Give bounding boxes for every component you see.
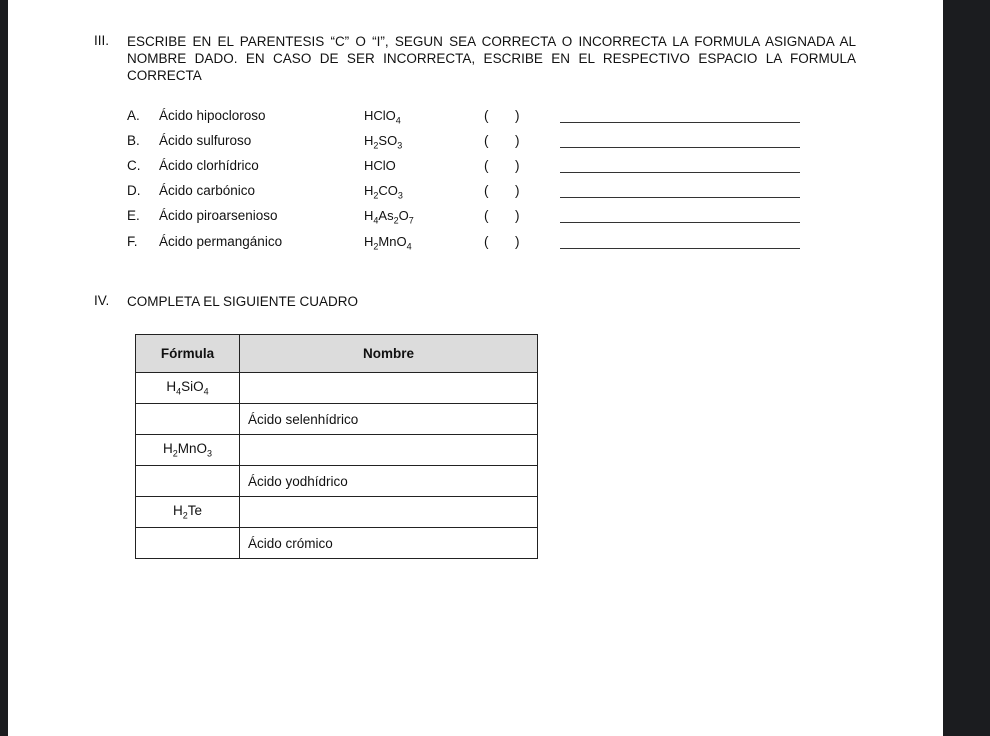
formula-cell[interactable] xyxy=(136,528,240,559)
item-letter: B. xyxy=(127,133,140,148)
nombre-cell[interactable]: Ácido crómico xyxy=(240,528,538,559)
answer-bracket-close: ) xyxy=(515,133,520,148)
formula-cell[interactable] xyxy=(136,404,240,435)
answer-bracket-close: ) xyxy=(515,208,520,223)
acid-name: Ácido hipocloroso xyxy=(159,108,266,123)
acid-name: Ácido sulfuroso xyxy=(159,133,252,148)
answer-bracket-open: ( xyxy=(484,234,489,249)
acid-formula: $H_2SO_3$ xyxy=(364,133,403,151)
answer-bracket-open: ( xyxy=(484,108,489,123)
document-page xyxy=(8,0,943,736)
formula-cell[interactable]: $H_4SiO_4$ xyxy=(136,373,240,404)
question-row-c xyxy=(8,158,943,178)
acid-formula: $H_2MnO_4$ xyxy=(364,234,412,252)
section-3-number: III. xyxy=(94,33,110,48)
answer-bracket-close: ) xyxy=(515,234,520,249)
nombre-cell[interactable]: Ácido yodhídrico xyxy=(240,466,538,497)
question-row-f xyxy=(8,234,943,254)
right-dark-margin xyxy=(943,0,990,736)
answer-line[interactable] xyxy=(560,172,800,173)
question-row-b xyxy=(8,133,943,153)
acid-formula: $H_2CO_3$ xyxy=(364,183,403,201)
table-row xyxy=(136,497,538,528)
item-letter: C. xyxy=(127,158,141,173)
answer-line[interactable] xyxy=(560,122,800,123)
header-nombre: Nombre xyxy=(240,335,538,373)
answer-bracket-close: ) xyxy=(515,108,520,123)
section-4-number: IV. xyxy=(94,293,110,308)
answer-line[interactable] xyxy=(560,197,800,198)
answer-bracket-close: ) xyxy=(515,183,520,198)
nombre-cell[interactable] xyxy=(240,435,538,466)
section-4-title: COMPLETA EL SIGUIENTE CUADRO xyxy=(127,294,359,309)
left-dark-margin xyxy=(0,0,8,736)
acid-name: Ácido permangánico xyxy=(159,234,283,249)
table-row xyxy=(136,528,538,559)
answer-line[interactable] xyxy=(560,248,800,249)
acid-formula: $H_4As_2O_7$ xyxy=(364,208,414,226)
table-row xyxy=(136,404,538,435)
formula-cell[interactable]: $H_2MnO_3$ xyxy=(136,435,240,466)
table-row xyxy=(136,373,538,404)
nombre-cell[interactable]: Ácido selenhídrico xyxy=(240,404,538,435)
nombre-cell[interactable] xyxy=(240,497,538,528)
item-letter: F. xyxy=(127,234,138,249)
table-row xyxy=(136,466,538,497)
acid-name: Ácido clorhídrico xyxy=(159,158,259,173)
answer-line[interactable] xyxy=(560,222,800,223)
acid-name: Ácido piroarsenioso xyxy=(159,208,278,223)
section-3-instruction: ESCRIBE EN EL PARENTESIS “C” O “I”, SEGUN SEA CORRECTA O INCORRECTA LA FORMULA ASIGNADA AL NOMBRE DADO. EN CASO DE SER INCORRECTA, ESCRIBE EN EL RESPECTIVO ESPACIO LA FORMULA CORRECTA xyxy=(127,34,856,83)
answer-bracket-open: ( xyxy=(484,208,489,223)
item-letter: D. xyxy=(127,183,141,198)
answer-bracket-open: ( xyxy=(484,183,489,198)
nombre-cell[interactable] xyxy=(240,373,538,404)
question-row-e xyxy=(8,208,943,228)
answer-bracket-close: ) xyxy=(515,158,520,173)
table-row xyxy=(136,435,538,466)
question-row-a xyxy=(8,108,943,128)
acid-formula: HClO$_4$ xyxy=(364,108,401,126)
answer-bracket-open: ( xyxy=(484,133,489,148)
item-letter: E. xyxy=(127,208,140,223)
answer-line[interactable] xyxy=(560,147,800,148)
question-row-d xyxy=(8,183,943,203)
answer-bracket-open: ( xyxy=(484,158,489,173)
header-formula: Fórmula xyxy=(136,335,240,373)
formula-cell[interactable]: $H_2Te$ xyxy=(136,497,240,528)
table-header-row xyxy=(136,335,538,373)
item-letter: A. xyxy=(127,108,140,123)
acid-table xyxy=(135,334,538,559)
formula-cell[interactable] xyxy=(136,466,240,497)
acid-name: Ácido carbónico xyxy=(159,183,256,198)
acid-formula: HClO xyxy=(364,158,396,173)
